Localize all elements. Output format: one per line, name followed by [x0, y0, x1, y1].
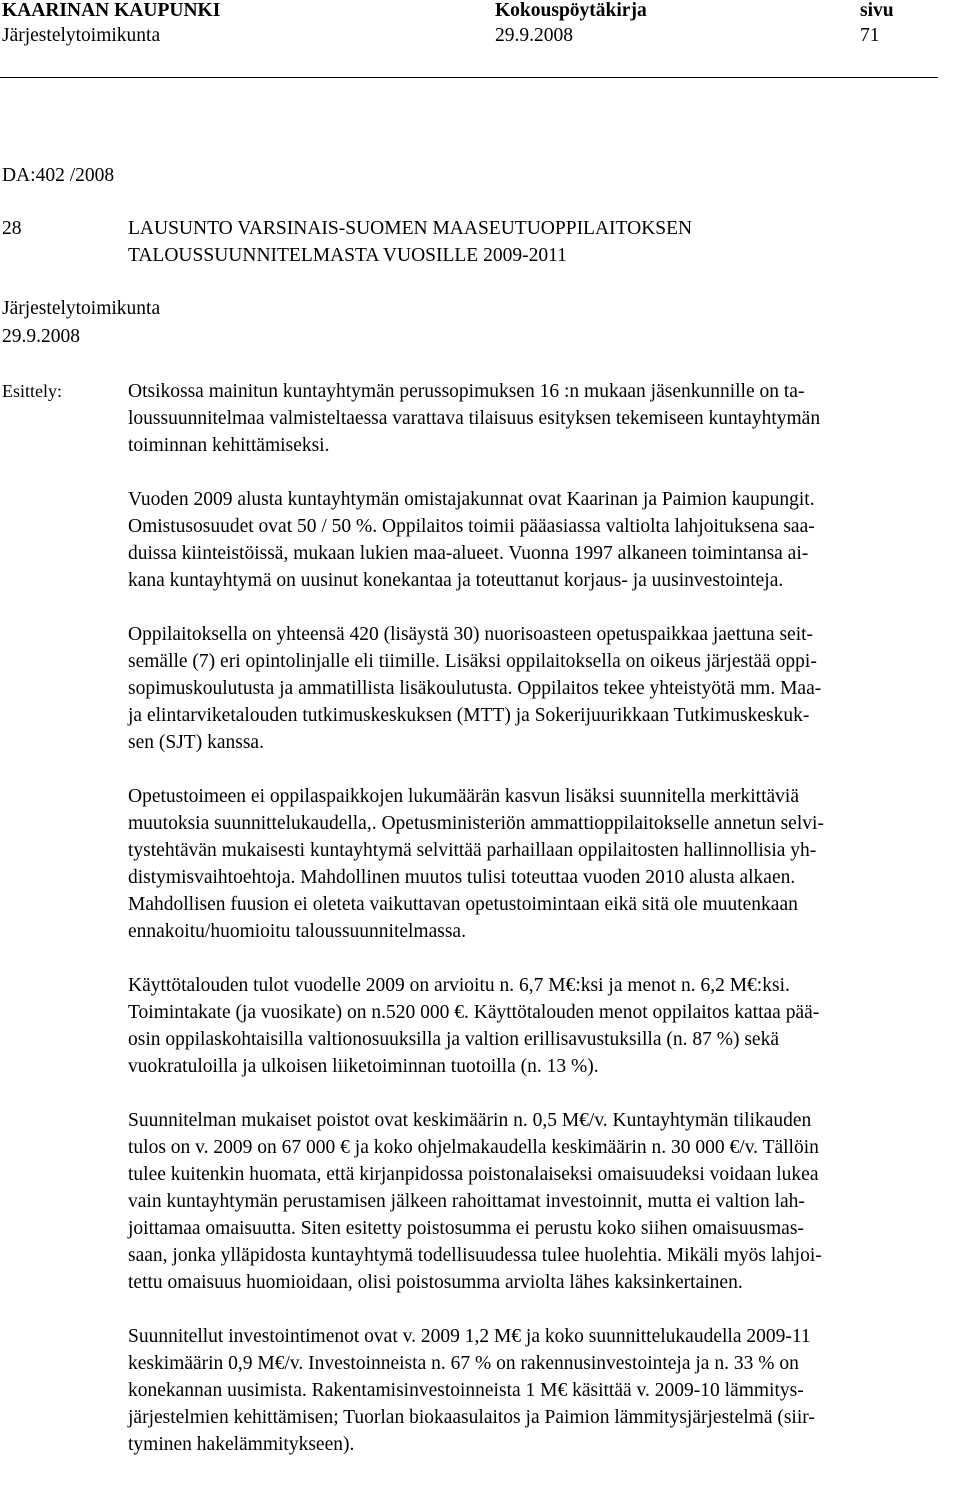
- text-line: distymisvaihtoehtoja. Mahdollinen muutos tulisi toteuttaa vuoden 2010 alusta alkaen.: [128, 867, 796, 888]
- paragraph: [128, 783, 960, 945]
- text-line: tettu omaisuus huomioidaan, olisi poistosumma arviolta lähes kaksinkertainen.: [128, 1272, 743, 1293]
- header-divider: [0, 77, 938, 78]
- text-line: kana kuntayhtymä on uusinut konekantaa ja toteuttanut korjaus- ja uusinvestointeja.: [128, 570, 784, 591]
- text-line: joittamaa omaisuutta. Siten esitetty poistosumma ei perustu koko siihen omaisuusmas-: [128, 1218, 804, 1239]
- text-line: saan, jonka ylläpidosta kuntayhtymä todellisuudessa tulee huolehtia. Mikäli myös lahjoi-: [128, 1245, 822, 1266]
- text-line: Opetustoimeen ei oppilaspaikkojen lukumäärän kasvun lisäksi suunnitella merkittäviä: [128, 786, 799, 807]
- text-line: sopimuskoulutusta ja ammatillista lisäkoulutusta. Oppilaitos tekee yhteistyötä mm. Maa-: [128, 678, 822, 699]
- text-line: Suunnitelman mukaiset poistot ovat keskimäärin n. 0,5 M€/v. Kuntayhtymän tilikauden: [128, 1110, 812, 1131]
- document-body: [128, 378, 960, 1485]
- text-line: tystehtävän mukaisesti kuntayhtymä selvittää parhaillaan oppilaitosten hallinnollisia yh-: [128, 840, 817, 861]
- text-line: konekannan uusimista. Rakentamisinvestoinneista 1 M€ käsittää v. 2009-10 lämmitys-: [128, 1380, 804, 1401]
- text-line: Otsikossa mainitun kuntayhtymän perussopimuksen 16 :n mukaan jäsenkunnille on ta-: [128, 381, 805, 402]
- header-date: 29.9.2008: [495, 25, 573, 46]
- text-line: duissa kiinteistöissä, mukaan lukien maa-alueet. Vuonna 1997 alkaneen toimintansa ai-: [128, 543, 809, 564]
- paragraph: [128, 1107, 960, 1296]
- text-line: ennakoitu/huomioitu taloussuunnitelmassa.: [128, 921, 466, 942]
- paragraph: [128, 972, 960, 1080]
- meeting-date: 29.9.2008: [2, 326, 80, 347]
- meeting-body: Järjestelytoimikunta: [2, 298, 161, 319]
- paragraph: [128, 621, 960, 756]
- header-page-label: sivu: [860, 0, 894, 21]
- text-line: Toimintakate (ja vuosikate) on n.520 000 €. Käyttötalouden menot oppilaitos kattaa pää-: [128, 1002, 820, 1023]
- section-title: [128, 215, 692, 269]
- esittely-label: Esittely:: [2, 381, 62, 401]
- text-line: ja elintarviketalouden tutkimuskeskuksen (MTT) ja Sokerijuurikkaan Tutkimuskeskuk-: [128, 705, 810, 726]
- case-number: DA:402 /2008: [2, 165, 115, 186]
- paragraph: [128, 486, 960, 594]
- text-line: vuokratuloilla ja ulkoisen liiketoiminnan tuotoilla (n. 13 %).: [128, 1056, 599, 1077]
- section-title-line: TALOUSSUUNNITELMASTA VUOSILLE 2009-2011: [128, 245, 567, 266]
- text-line: semälle (7) eri opintolinjalle eli tiimille. Lisäksi oppilaitoksella on oikeus järjestää oppi-: [128, 651, 817, 672]
- text-line: osin oppilaskohtaisilla valtionosuuksilla ja valtion erillisavustuksilla (n. 87 %) sekä: [128, 1029, 779, 1050]
- text-line: Omistusosuudet ovat 50 / 50 %. Oppilaitos toimii pääasiassa valtiolta lahjoituksena saa-: [128, 516, 815, 537]
- header-body-name: Järjestelytoimikunta: [2, 25, 161, 46]
- text-line: Käyttötalouden tulot vuodelle 2009 on arvioitu n. 6,7 M€:ksi ja menot n. 6,2 M€:ksi.: [128, 975, 790, 996]
- text-line: Oppilaitoksella on yhteensä 420 (lisäystä 30) nuorisoasteen opetuspaikkaa jaettuna seit-: [128, 624, 814, 645]
- text-line: tulee kuitenkin huomata, että kirjanpidossa poistonalaiseksi omaisuudeksi voidaan lukea: [128, 1164, 819, 1185]
- text-line: sen (SJT) kanssa.: [128, 732, 264, 753]
- text-line: Mahdollisen fuusion ei oleteta vaikuttavan opetustoimintaan eikä sitä ole muutenkaan: [128, 894, 798, 915]
- header-page-number: 71: [860, 25, 880, 46]
- text-line: loussuunnitelmaa valmisteltaessa varattava tilaisuus esityksen tekemiseen kuntayhtymän: [128, 408, 821, 429]
- text-line: keskimäärin 0,9 M€/v. Investoinneista n. 67 % on rakennusinvestointeja ja n. 33 % on: [128, 1353, 799, 1374]
- text-line: Suunnitellut investointimenot ovat v. 2009 1,2 M€ ja koko suunnittelukaudella 2009-11: [128, 1326, 811, 1347]
- text-line: järjestelmien kehittämisen; Tuorlan biokaasulaitos ja Paimion lämmitysjärjestelmä (siir-: [128, 1407, 815, 1428]
- header-doc-type: Kokouspöytäkirja: [495, 0, 647, 21]
- paragraph: [128, 378, 960, 459]
- text-line: toiminnan kehittämiseksi.: [128, 435, 330, 456]
- section-number: 28: [2, 218, 22, 239]
- text-line: vain kuntayhtymän perustamisen jälkeen rahoittamat investoinnit, mutta ei valtion lah-: [128, 1191, 805, 1212]
- text-line: Vuoden 2009 alusta kuntayhtymän omistajakunnat ovat Kaarinan ja Paimion kaupungit.: [128, 489, 815, 510]
- text-line: muutoksia suunnittelukaudella,. Opetusministeriön ammattioppilaitokselle annetun selvi-: [128, 813, 824, 834]
- text-line: tyminen hakelämmitykseen).: [128, 1434, 355, 1455]
- section-title-line: LAUSUNTO VARSINAIS-SUOMEN MAASEUTUOPPILAITOKSEN: [128, 218, 693, 239]
- text-line: tulos on v. 2009 on 67 000 € ja koko ohjelmakaudella keskimäärin n. 30 000 €/v. Tällöin: [128, 1137, 819, 1158]
- paragraph: [128, 1323, 960, 1458]
- header-city: KAARINAN KAUPUNKI: [2, 0, 221, 21]
